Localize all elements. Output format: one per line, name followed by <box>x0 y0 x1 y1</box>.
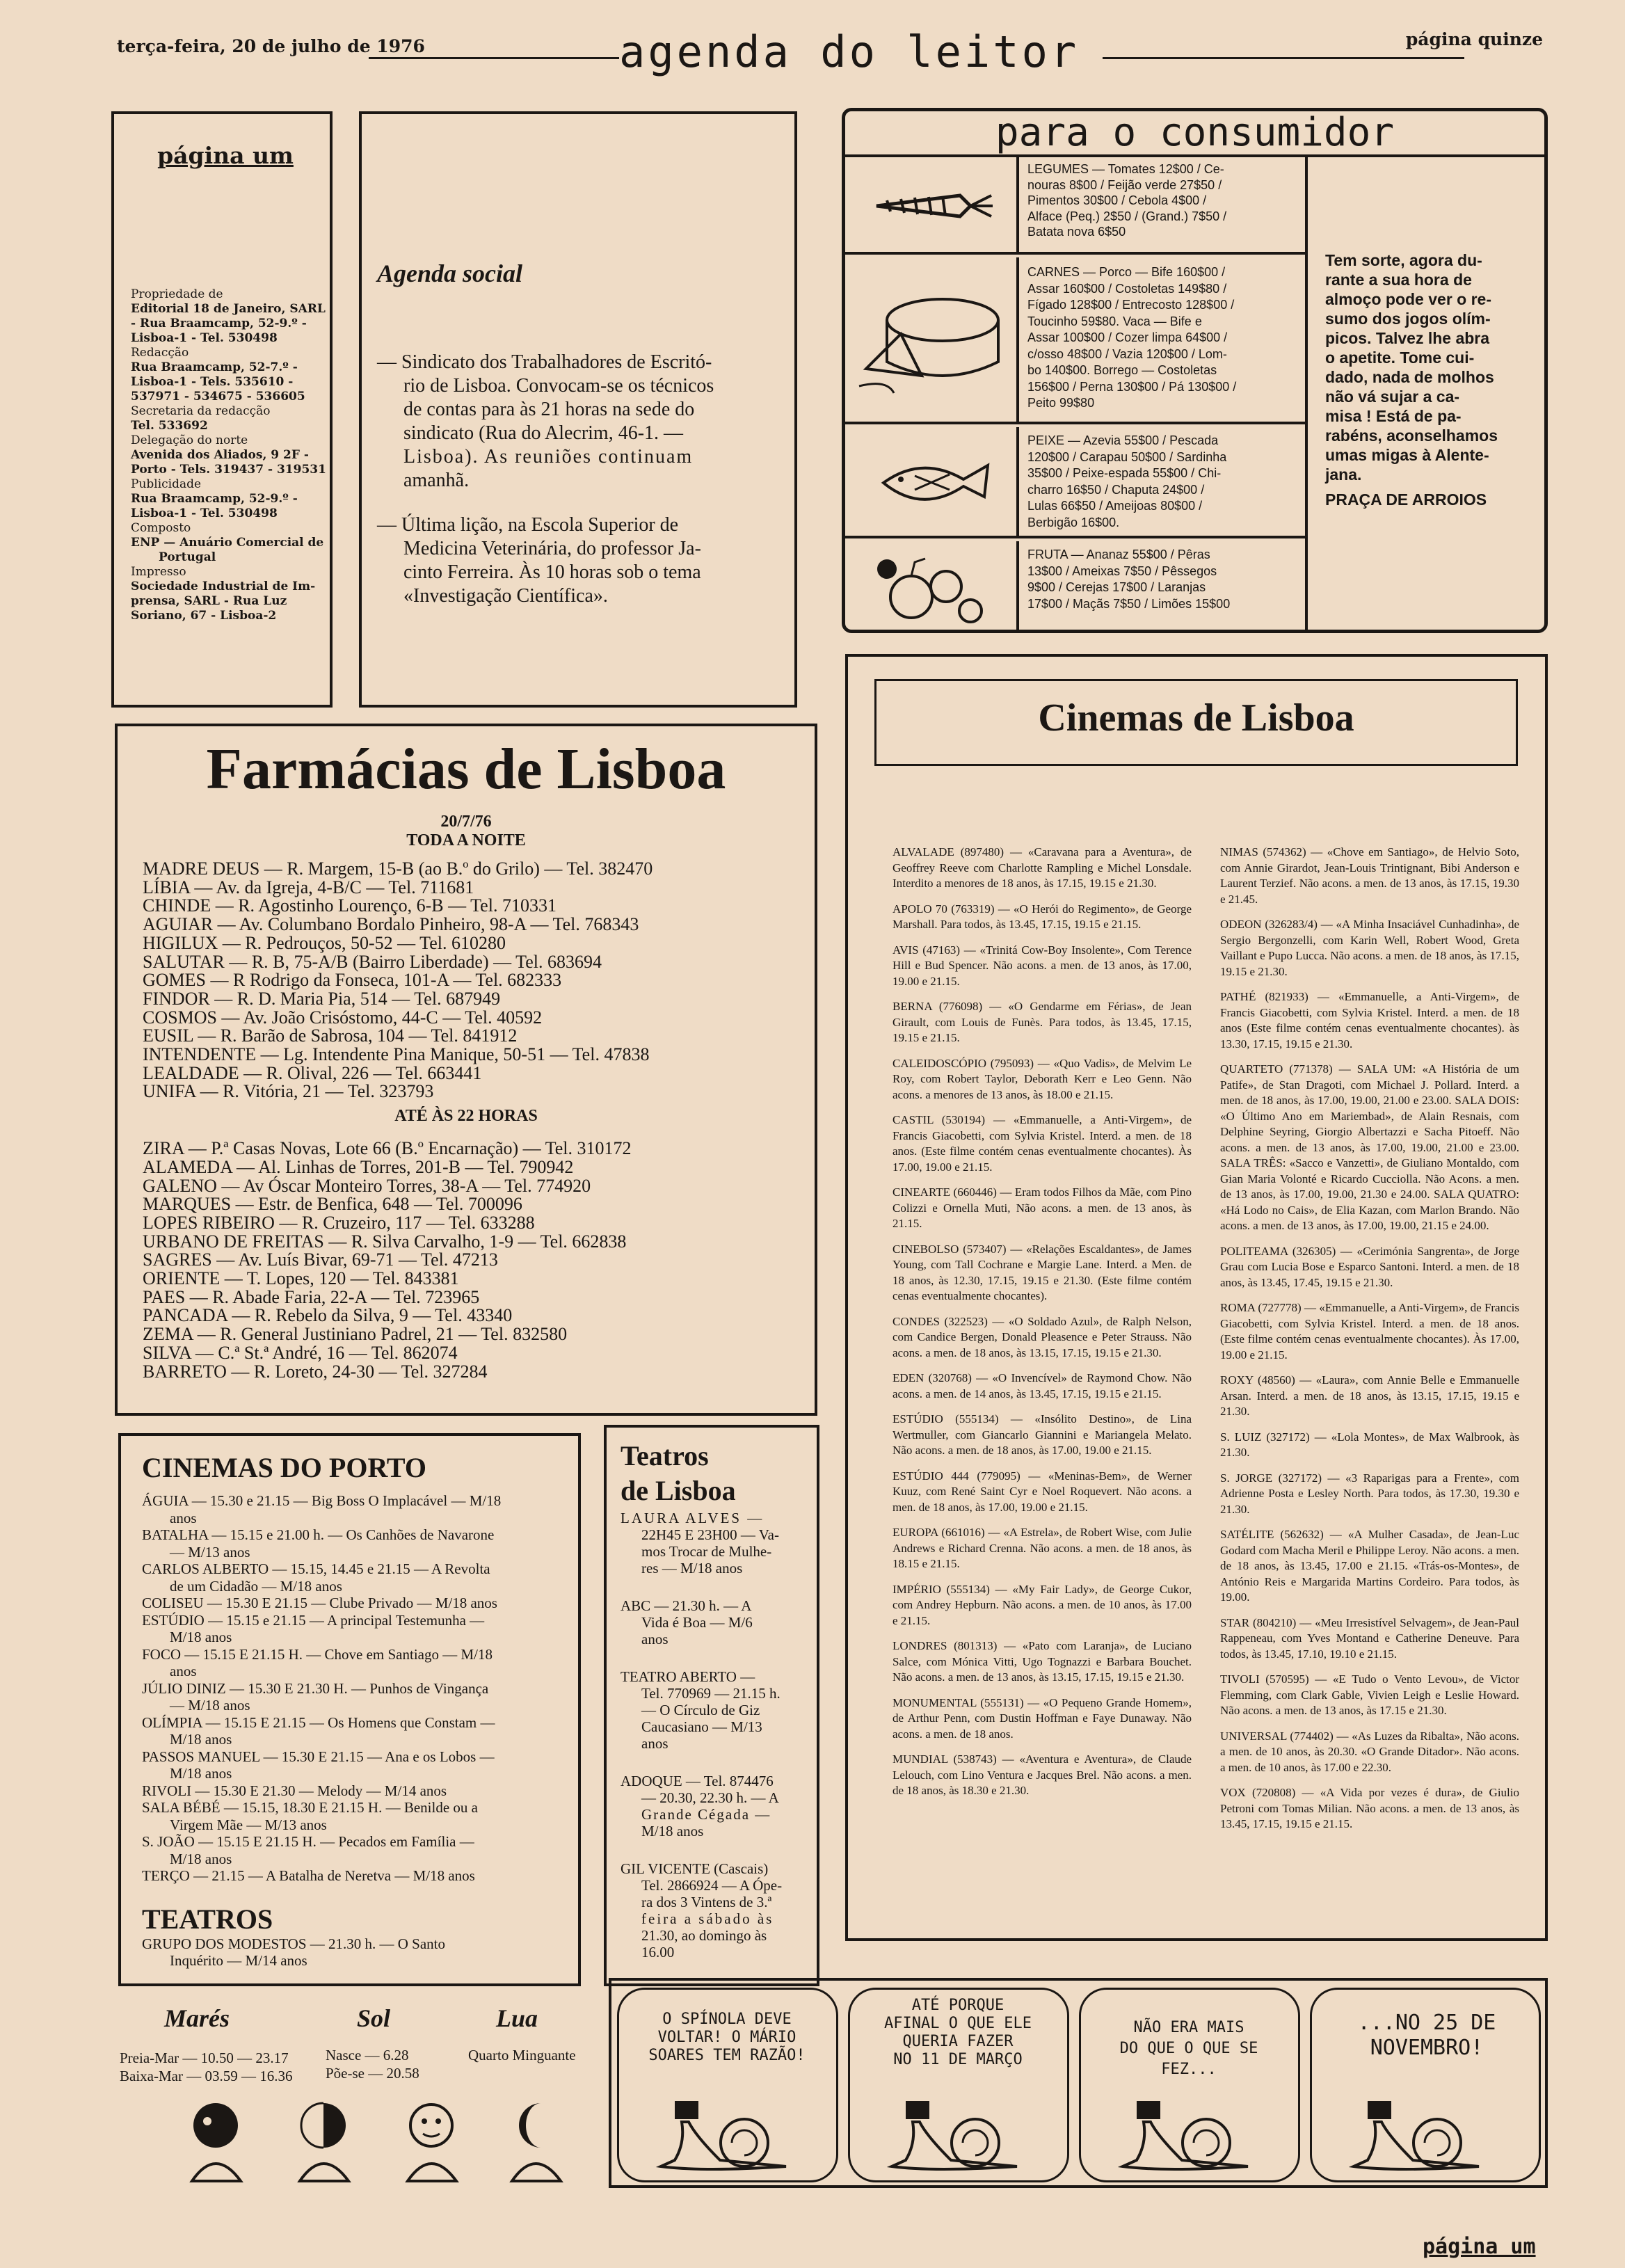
agenda-line: de contas para às 21 horas na sede do <box>403 399 695 420</box>
cinema-entry: ALVALADE (897480) — «Caravana para a Aventura», de Geoffrey Reeve com Charlotte Rampling e Michel Lonsdale. Interdito a menores de 18 anos, às 17.15, 19.15 e 21.30. <box>892 845 1192 890</box>
price-line: 156$00 / Perna 130$00 / Pá 130$00 / <box>1027 379 1237 394</box>
ad-line: o apetite. Tome cui- <box>1325 349 1475 367</box>
ad-line: sumo dos jogos olím- <box>1325 310 1491 328</box>
cinema-entry: CINEARTE (660446) — Eram todos Filhos da Mãe, com Pino Colizzi e Ornella Muti, Não acons. a men. de 13 anos, às 21.15. <box>892 1185 1192 1230</box>
masthead-title: página um <box>157 142 294 169</box>
cheese-icon <box>845 257 1019 424</box>
cinemas-porto-box <box>118 1433 581 1986</box>
cinema-entry: EUROPA (661016) — «A Estrela», de Robert Wise, com Julie Andrews e Richard Crenna. Não acons. a men. de 18 anos, às 18.15 e 21.15. <box>892 1526 1192 1570</box>
price-line: c/osso 48$00 / Vazia 120$00 / Lom- <box>1027 346 1227 361</box>
cinema-entry: MONUMENTAL (555131) — «O Pequeno Grande Homem», de Arthur Penn, com Dustin Hoffman e Faye Dunaway. Não acons. a men. de 18 anos. <box>892 1695 1192 1741</box>
porto-line: M/18 anos <box>170 1629 232 1645</box>
teatro-line: Tel. 2866924 — A Ópe- <box>641 1877 783 1894</box>
teatro-line: anos <box>641 1735 669 1752</box>
teatro-entry <box>621 1860 807 1960</box>
farmacia-entry: MARQUES — Estr. de Benfica, 648 — Tel. 700096 <box>143 1194 522 1215</box>
porto-line: — M/18 anos <box>170 1697 250 1714</box>
masthead-line: prensa, SARL - Rua Luz <box>131 594 287 608</box>
masthead-line: Secretaria da redacção <box>131 404 271 418</box>
speech-line: ATÉ PORQUE <box>911 1997 1004 2014</box>
price-line: Fígado 128$00 / Entrecosto 128$00 / <box>1027 298 1235 312</box>
cinema-entry: SATÉLITE (562632) — «A Mulher Casada», de Jean-Luc Godard com Macha Meril e Philippe Leroy. Não acons. a men. de 18 anos, às 13.45, 17.00 e 21.15. «Trás-os-Montes», de António Reis e Margarida Martins Cordeiro. Para todos, às 19.00. <box>1220 1528 1519 1604</box>
masthead-line: Soriano, 67 - Lisboa-2 <box>131 609 277 623</box>
moon-full-icon <box>402 2098 465 2187</box>
speech-line: NOVEMBRO! <box>1370 2036 1484 2060</box>
moon-half-icon <box>294 2098 357 2187</box>
porto-line: M/18 anos <box>170 1850 232 1867</box>
mares-baixa: Baixa-Mar — 03.59 — 16.36 <box>120 2068 293 2084</box>
farmacias-date: 20/7/76 <box>440 813 492 831</box>
price-line: 35$00 / Peixe-espada 55$00 / Chi- <box>1027 466 1222 480</box>
masthead-line: Sociedade Industrial de Im- <box>131 580 316 593</box>
cinema-entry: VOX (720808) — «A Vida por vezes é dura», de Giulio Petroni com Tomas Milian. Não acons. a men. de 13 anos, às 13.45, 17.15, 19.15 e 21.15. <box>1220 1786 1519 1830</box>
speech-line: NO 11 DE MARÇO <box>893 2051 1023 2068</box>
farmacia-entry: INTENDENTE — Lg. Intendente Pina Manique, 50-51 — Tel. 47838 <box>143 1044 650 1065</box>
cinema-entry: CALEIDOSCÓPIO (795093) — «Quo Vadis», de Melvim Le Roy, com Robert Taylor, Deborath Kerr e Leo Genn. Não acons. a menores de 13 anos, às 18.00 e 21.15. <box>892 1056 1192 1101</box>
farmacia-entry: GOMES — R Rodrigo da Fonseca, 101-A — Tel. 682333 <box>143 970 562 991</box>
ad-line: misa ! Está de pa- <box>1325 407 1462 425</box>
cinema-entry: IMPÉRIO (555134) — «My Fair Lady», de George Cukor, com Andrey Hepburn. Não acons. a men. de 10 anos, às 17.00 e 21.15. <box>892 1582 1192 1627</box>
farmacia-entry: FINDOR — R. D. Maria Pia, 514 — Tel. 687949 <box>143 988 501 1009</box>
farmacia-entry: PANCADA — R. Rebelo da Silva, 9 — Tel. 43340 <box>143 1305 513 1326</box>
masthead-line: Lisboa-1 - Tels. 535610 - <box>131 375 294 389</box>
page-title: agenda do leitor <box>619 26 1080 77</box>
farmacia-entry: GALENO — Av Óscar Monteiro Torres, 38-A — Tel. 774920 <box>143 1175 591 1196</box>
agenda-line: Lisboa). As reuniões continuam <box>403 446 694 468</box>
porto-line: de um Cidadão — M/18 anos <box>170 1577 342 1595</box>
price-line: LEGUMES — Tomates 12$00 / Ce- <box>1027 162 1224 176</box>
lua-phase: Quarto Minguante <box>468 2047 576 2063</box>
cartoon-panel-3 <box>1079 1988 1300 2182</box>
cinema-entry: ESTÚDIO (555134) — «Insólito Destino», de Lina Wertmuller, com Giancarlo Giannini e Mariangela Melato. Não acons. a men. de 18 anos, às 17.00, 19.00 e 21.15. <box>892 1412 1192 1457</box>
farmacia-entry: LOPES RIBEIRO — R. Cruzeiro, 117 — Tel. 633288 <box>143 1212 535 1233</box>
masthead-line: Publicidade <box>131 477 202 491</box>
agenda-social-title: Agenda social <box>377 259 523 287</box>
porto-line: Virgem Mãe — M/13 anos <box>170 1816 327 1833</box>
mares-preia: Preia-Mar — 10.50 — 23.17 <box>120 2050 289 2066</box>
porto-line: ESTÚDIO — 15.15 e 21.15 — A principal Testemunha — <box>142 1611 485 1629</box>
panel4-speech <box>1319 2011 1535 2061</box>
farmacia-entry: CHINDE — R. Agostinho Lourenço, 6-B — Tel. 710331 <box>143 895 557 916</box>
farmacia-entry: HIGILUX — R. Pedrouços, 50-52 — Tel. 610280 <box>143 932 506 953</box>
teatro-entry <box>621 1773 807 1839</box>
snail-figure-icon <box>1109 2094 1276 2178</box>
cinema-entry: STAR (804210) — «Meu Irresistível Selvagem», de Jean-Paul Rappeneau, com Yves Montand e Catherine Deneuve. Para todos, às 13.45, 17.10, 19.10 e 21.15. <box>1220 1615 1519 1661</box>
teatros-title-line1: Teatros <box>621 1440 709 1471</box>
ad-line: rabéns, aconselhamos <box>1325 426 1498 445</box>
price-line: 13$00 / Ameixas 7$50 / Pêssegos <box>1027 564 1217 578</box>
teatro-line: feira a sábado às <box>641 1910 774 1927</box>
porto-line: ÁGUIA — 15.30 e 21.15 — Big Boss O Implacável — M/18 <box>142 1492 502 1509</box>
ad-line: jana. <box>1325 465 1362 484</box>
farmacia-entry: BARRETO — R. Loreto, 24-30 — Tel. 327284 <box>143 1361 488 1382</box>
header-rule-left <box>369 57 619 59</box>
speech-line: QUERIA FAZER <box>902 2033 1014 2050</box>
panel3-speech <box>1088 2018 1290 2080</box>
porto-line: TERÇO — 21.15 — A Batalha de Neretva — M/18 anos <box>142 1867 475 1884</box>
teatro-entry <box>621 1597 807 1647</box>
price-line: nouras 8$00 / Feijão verde 27$50 / <box>1027 177 1222 192</box>
porto-line: FOCO — 15.15 E 21.15 H. — Chove em Santiago — M/18 <box>142 1645 493 1663</box>
ad-line: Tem sorte, agora du- <box>1325 251 1482 269</box>
masthead-line: Redacção <box>131 346 189 360</box>
price-line: Alface (Peq.) 2$50 / (Grand.) 7$50 / <box>1027 209 1227 223</box>
price-line: Assar 160$00 / Costoletas 149$80 / <box>1027 281 1227 296</box>
teatro-line: res — M/18 anos <box>641 1560 743 1576</box>
farmacia-entry: URBANO DE FREITAS — R. Silva Carvalho, 1-9 — Tel. 662838 <box>143 1231 627 1252</box>
farmacia-entry: COSMOS — Av. João Crisóstomo, 44-C — Tel. 40592 <box>143 1007 543 1028</box>
cinema-entry: AVIS (47163) — «Trinitá Cow-Boy Insolente», Com Terence Hill e Bud Spencer. Não acons. a men. de 13 anos, às 17.00, 19.00 e 21.15. <box>892 943 1192 988</box>
ad-line: picos. Talvez lhe abra <box>1325 329 1490 347</box>
porto-line: CARLOS ALBERTO — 15.15, 14.45 e 21.15 — A Revolta <box>142 1560 490 1577</box>
cinema-entry: EDEN (320768) — «O Invencível» de Raymond Chow. Não acons. a men. de 14 anos, às 13.45, 17.15, 19.15 e 21.15. <box>892 1371 1192 1400</box>
cinema-entry: NIMAS (574362) — «Chove em Santiago», de Helvio Soto, com Annie Girardot, Jean-Louis Trintignant, Bibi Anderson e Laurent Terzief. Não acons. a men. de 13 anos, às 17.15, 19.30 e 21.45. <box>1220 845 1519 906</box>
farmacia-entry: SILVA — C.ª St.ª André, 16 — Tel. 862074 <box>143 1342 458 1363</box>
teatro-entry <box>621 1668 807 1752</box>
porto-line: COLISEU — 15.30 E 21.15 — Clube Privado — M/18 anos <box>142 1595 497 1611</box>
price-line: 120$00 / Carapau 50$00 / Sardinha <box>1027 449 1227 464</box>
speech-line: AFINAL O QUE ELE <box>884 2015 1032 2032</box>
cinema-entry: TIVOLI (570595) — «E Tudo o Vento Levou», de Victor Flemming, com Clark Gable, Vivien Leigh e Leslie Howard. Não acons. a men. de 13 anos, às 17.15 e 21.30. <box>1220 1672 1519 1717</box>
price-line: 17$00 / Maçãs 7$50 / Limões 15$00 <box>1027 596 1231 611</box>
porto-line: anos <box>170 1663 197 1679</box>
price-line: FRUTA — Ananaz 55$00 / Pêras <box>1027 548 1210 561</box>
fish-icon <box>845 427 1019 538</box>
sol-nasce: Nasce — 6.28 <box>326 2047 409 2063</box>
fruit-icon <box>845 541 1019 630</box>
porto-line: anos <box>170 1509 197 1526</box>
ad-line: rante a sua hora de <box>1325 271 1472 289</box>
farmacia-entry: ORIENTE — T. Lopes, 120 — Tel. 843381 <box>143 1268 459 1289</box>
masthead-line: ENP — Anuário Comercial de <box>131 536 324 550</box>
teatro-line: Tel. 770969 — 21.15 h. <box>641 1685 781 1702</box>
farmacias-sub-toda-noite: TODA A NOITE <box>406 831 526 849</box>
price-line: CARNES — Porco — Bife 160$00 / <box>1027 265 1226 279</box>
teatro-line: LAURA ALVES — <box>621 1510 765 1526</box>
agenda-social-box <box>359 111 797 708</box>
agenda-line: cinto Ferreira. Às 10 horas sob o tema <box>403 561 701 583</box>
farmacia-entry: SAGRES — Av. Luís Bivar, 69-71 — Tel. 47213 <box>143 1249 498 1270</box>
agenda-line: rio de Lisboa. Convocam-se os técnicos <box>403 375 714 397</box>
consumidor-title: para o consumidor <box>845 111 1544 157</box>
cinema-entry: UNIVERSAL (774402) — «As Luzes da Ribalta», Não acons. a men. de 10 anos, às 20.30. «O Grande Ditador». Não acons. a men. de 10 anos, às 17.00 e 22.30. <box>1220 1729 1519 1774</box>
farmacia-entry: LEALDADE — R. Olival, 226 — Tel. 663441 <box>143 1062 482 1083</box>
masthead-line: Rua Braamcamp, 52-7.º - <box>131 360 298 374</box>
teatro-line: GIL VICENTE (Cascais) <box>621 1860 769 1877</box>
agenda-line: Medicina Veterinária, do professor Ja- <box>403 538 701 559</box>
speech-line: DO QUE O QUE SE FEZ... <box>1119 2040 1258 2078</box>
farmacia-entry: AGUIAR — Av. Columbano Bordalo Pinheiro, 98-A — Tel. 768343 <box>143 914 639 935</box>
farmacia-entry: EUSIL — R. Barão de Sabrosa, 104 — Tel. 841912 <box>143 1025 518 1046</box>
cinema-entry: QUARTETO (771378) — SALA UM: «A História de um Patife», de Stan Dragoti, com Michael J. Pollard. Interd. a men. de 18 anos, às 17.00, 19.00, 21.00 e 23.00. SALA DOIS: «O Último Ano em Mariembad», de Alain Resnais, com Delphine Seyring, Giorgio Albertazzi e Sacha Pitoeff. Não acons. a men. de 13 anos, às 17.00, 19.00, 21.00 e 23.00. SALA TRÊS: «Sacco e Vanzetti», de Giuliano Montaldo, com Gian Maria Volonté e Ricardo Cucciolla. Não Acons. a men. de 13 anos, às 17.00, 19.00, 21.30 e 24.00. SALA QUATRO: «Há Lodo no Cais», de Elia Kazan, com Marlon Brando. Não acons. a men. de 13 anos, às 17.00, 19.00, 21.15 e 24.00. <box>1220 1062 1519 1232</box>
snail-figure-icon <box>1340 2094 1507 2178</box>
cinema-entry: CINEBOLSO (573407) — «Relações Escaldantes», de James Young, com Tall Cochrane e Margie Lane. Interd. a Men. de 18 anos, às 12.30, 17.15, 19.15 e 21.30. (Este filme contém cenas eventualmente chocantes). <box>892 1242 1192 1302</box>
farmacia-entry: SALUTAR — R. B, 75-A/B (Bairro Liberdade) — Tel. 683694 <box>143 951 602 972</box>
cinema-entry: MUNDIAL (538743) — «Aventura e Aventura», de Claude Lelouch, com Lino Ventura e Jacques Brel. Não acons. a men. de 18 anos, às 18.30 e 21.30. <box>892 1752 1192 1797</box>
masthead-text <box>131 287 326 623</box>
porto-line: OLÍMPIA — 15.15 E 21.15 — Os Homens que Constam — <box>142 1714 495 1731</box>
cinemas-lisboa-col2 <box>1220 845 1519 1842</box>
porto-teatro-line: GRUPO DOS MODESTOS — 21.30 h. — O Santo <box>142 1935 445 1952</box>
panel1-speech <box>633 2011 821 2065</box>
legumes-text <box>1027 161 1304 240</box>
price-grid <box>845 157 1308 630</box>
teatro-line: TEATRO ABERTO — <box>621 1668 755 1685</box>
teatro-line: 16.00 <box>641 1944 675 1960</box>
masthead-line: Porto - Tels. 319437 - 319531 <box>131 463 326 477</box>
porto-line: PASSOS MANUEL — 15.30 E 21.15 — Ana e os Lobos — <box>142 1748 495 1765</box>
masthead-line: Avenida dos Aliados, 9 2F - <box>131 448 309 462</box>
teatro-line: Grande Cégada — <box>641 1806 771 1823</box>
teatro-entry <box>621 1510 807 1576</box>
cinema-entry: ROXY (48560) — «Laura», com Annie Belle e Emmanuelle Arsan. Interd. a men. de 18 anos, às 13.15, 17.15, 19.15 e 21.30. <box>1220 1373 1519 1418</box>
ad-line: umas migas à Alente- <box>1325 446 1489 464</box>
farmacias-title: Farmácias de Lisboa <box>206 737 726 801</box>
sol-title: Sol <box>357 2004 391 2032</box>
farmacias-sub-22h: ATÉ ÀS 22 HORAS <box>394 1107 538 1126</box>
cinemas-porto-title: CINEMAS DO PORTO <box>142 1452 427 1483</box>
farmacias-box <box>115 724 817 1416</box>
porto-line: BATALHA — 15.15 e 21.00 h. — Os Canhões de Navarone <box>142 1526 495 1543</box>
price-line: Pimentos 30$00 / Cebola 4$00 / <box>1027 193 1207 207</box>
cinema-entry: CONDES (322523) — «O Soldado Azul», de Ralph Nelson, com Candice Bergen, Donald Pleasence e Peter Strauss. Não acons. a men. de 18 anos, às 13.15, 17.15, 19.15 e 21.30. <box>892 1314 1192 1359</box>
cinema-entry: S. JORGE (327172) — «3 Raparigas para a Frente», com Adrienne Posta e Lesley North. Para todos, às 17.30, 19.30 e 21.30. <box>1220 1471 1519 1516</box>
lua-title: Lua <box>496 2004 538 2032</box>
cinemas-lisboa-title: Cinemas de Lisboa <box>1038 696 1354 740</box>
masthead-line: Rua Braamcamp, 52-9.º - <box>131 492 298 506</box>
cinema-entry: S. LUIZ (327172) — «Lola Montes», de Max Walbrook, às 21.30. <box>1220 1430 1519 1459</box>
teatro-line: Vida é Boa — M/6 <box>641 1614 753 1631</box>
cinemas-porto-list <box>142 1492 566 1885</box>
teatro-line: anos <box>641 1631 669 1647</box>
farmacia-entry: ALAMEDA — Al. Linhas de Torres, 201-B — Tel. 790942 <box>143 1156 574 1177</box>
price-line: charro 16$50 / Chaputa 24$00 / <box>1027 482 1205 497</box>
farmacia-entry: ZEMA — R. General Justiniano Padrel, 21 — Tel. 832580 <box>143 1324 568 1345</box>
teatro-line: ABC — 21.30 h. — A <box>621 1597 752 1614</box>
masthead-line: Propriedade de <box>131 287 223 301</box>
cinema-entry: BERNA (776098) — «O Gendarme em Férias», de Jean Girault, com Louis de Funès. Para todos, às 13.45, 17.15, 19.15 e 21.15. <box>892 1000 1192 1044</box>
ad-line: almoço pode ver o re- <box>1325 290 1492 308</box>
cinema-entry: ODEON (326283/4) — «A Minha Insaciável Cunhadinha», de Sergio Bergonzelli, com Karin Well, Robert Wood, Greta Vaillant e Pupo Lucca. Não acons. a men. de 18 anos, às 17.15, 19.15 e 21.30. <box>1220 918 1519 978</box>
masthead-line: Composto <box>131 521 191 535</box>
cinema-entry: PATHÉ (821933) — «Emmanuelle, a Anti-Virgem», de Francis Giacobetti, com Sylvia Kristel. Interd. a men. de 18 anos (Este filme contém cenas eventualmente chocantes). às 13.30, 17.15, 19.15 e 21.30. <box>1220 990 1519 1051</box>
porto-line: SALA BÉBÉ — 15.15, 18.30 E 21.15 H. — Benilde ou a <box>142 1799 478 1816</box>
footer-page-label: página um <box>1423 2235 1536 2259</box>
cinemas-lisboa-box <box>845 654 1548 1941</box>
teatro-line: 22H45 E 23H00 — Va- <box>641 1526 779 1543</box>
teatros-lisboa-title <box>621 1439 807 1508</box>
mares-title: Marés <box>164 2004 230 2032</box>
carnes-text <box>1027 264 1304 412</box>
porto-line: M/18 anos <box>170 1731 232 1748</box>
teatro-line: M/18 anos <box>641 1823 704 1839</box>
agenda-social-item <box>377 351 781 493</box>
cinemas-lisboa-title-frame <box>874 679 1518 766</box>
header-rule-right <box>1103 57 1464 59</box>
carnes-row <box>845 257 1308 424</box>
porto-line: RIVOLI — 15.30 E 21.30 — Melody — M/14 anos <box>142 1782 447 1799</box>
porto-line: — M/13 anos <box>170 1543 250 1560</box>
masthead-line: 537971 - 534675 - 536605 <box>131 390 305 404</box>
porto-line: S. JOÃO — 15.15 E 21.15 H. — Pecados em Família — <box>142 1833 474 1850</box>
price-line: Assar 100$00 / Cozer limpa 64$00 / <box>1027 330 1228 344</box>
teatro-line: ADOQUE — Tel. 874476 <box>621 1773 774 1789</box>
porto-line: JÚLIO DINIZ — 15.30 E 21.30 H. — Punhos de Vingança <box>142 1679 489 1697</box>
agenda-line: sindicato (Rua do Alecrim, 46-1. — <box>403 422 684 444</box>
sol-poe: Põe-se — 20.58 <box>326 2065 419 2082</box>
ad-line: dado, nada de molhos <box>1325 368 1494 386</box>
cinema-entry: LONDRES (801313) — «Pato com Laranja», de Luciano Salce, com Mónica Vitti, Ugo Tognazzi e Barbara Bouchet. Não acons. a men. de 13 anos, às 13.15, 17.15, 19.15 e 21.30. <box>892 1639 1192 1684</box>
cinema-entry: APOLO 70 (763319) — «O Herói do Regimento», de George Marshall. Para todos, às 13.45, 17.15, 19.15 e 21.15. <box>892 902 1192 931</box>
farmacia-entry: UNIFA — R. Vitória, 21 — Tel. 323793 <box>143 1081 434 1102</box>
price-line: Batata nova 6$50 <box>1027 225 1126 239</box>
cartoon-panel-4 <box>1310 1988 1541 2182</box>
masthead-line: - Rua Braamcamp, 52-9.º - <box>131 317 307 330</box>
teatros-porto-list <box>142 1935 566 1970</box>
panel2-speech <box>857 1997 1059 2069</box>
almanac <box>117 2004 590 2191</box>
masthead-line: Delegação do norte <box>131 433 248 447</box>
porto-line: M/18 anos <box>170 1765 232 1782</box>
cinema-entry: POLITEAMA (326305) — «Cerimónia Sangrenta», de Jorge Grau com Lucia Bose e Esparco Santoni. Interd. a men. de 18 anos, às 13.45, 17.45, 19.15 e 21.30. <box>1220 1244 1519 1289</box>
masthead-box <box>111 111 333 708</box>
cartoon-strip <box>609 1978 1548 2188</box>
masthead-line: Lisboa-1 - Tel. 530498 <box>131 506 278 520</box>
teatro-line: mos Trocar de Mulhe- <box>641 1543 772 1560</box>
price-line: 9$00 / Cerejas 17$00 / Laranjas <box>1027 580 1206 594</box>
peixe-text <box>1027 433 1304 531</box>
ad-signature: PRAÇA DE ARROIOS <box>1325 490 1487 509</box>
teatro-line: ra dos 3 Vintens de 3.ª <box>641 1894 772 1910</box>
legumes-row <box>845 157 1308 255</box>
cinemas-lisboa-col1 <box>892 845 1192 1809</box>
moon-new-icon <box>186 2098 249 2187</box>
speech-line: NÃO ERA MAIS <box>1133 2019 1244 2036</box>
masthead-line: Tel. 533692 <box>131 419 208 433</box>
agenda-line: — Última lição, na Escola Superior de <box>377 514 679 536</box>
price-line: PEIXE — Azevia 55$00 / Pescada <box>1027 433 1219 447</box>
price-line: Berbigão 16$00. <box>1027 515 1120 529</box>
cinema-entry: ROMA (727778) — «Emmanuelle, a Anti-Virgem», de Francis Giacobetti, com Sylvia Kristel. Interd. a men. de 18 anos. (Este filme contém cenas eventualmente chocantes). Às 17.00, 19.00 e 21.15. <box>1220 1301 1519 1361</box>
agenda-social-item <box>377 513 781 608</box>
speech-line: ...NO 25 DE <box>1357 2011 1496 2035</box>
price-line: Lulas 66$50 / Ameijoas 80$00 / <box>1027 499 1203 513</box>
ad-line: não vá sujar a ca- <box>1325 388 1460 406</box>
price-line: Peito 99$80 <box>1027 396 1095 410</box>
cinema-entry: CASTIL (530194) — «Emmanuelle, a Anti-Virgem», de Francis Giacobetti, com Sylvia Kristel. Interd. a men. de 18 anos. (Este filme contém cenas eventualmente chocantes). Às 17.00, 19.00 e 21.15. <box>892 1113 1192 1174</box>
price-line: Toucinho 59$80. Vaca — Bife e <box>1027 314 1202 328</box>
farmacia-entry: MADRE DEUS — R. Margem, 15-B (ao B.º do Grilo) — Tel. 382470 <box>143 859 653 879</box>
cinema-entry: ESTÚDIO 444 (779095) — «Meninas-Bem», de Werner Kuuz, com René Saint Cyr e Noel Roquevert. Não acons. a men. de 18 anos, às 17.00, 19.00 e 21.15. <box>892 1469 1192 1514</box>
farmacias-list-noite <box>143 860 815 1101</box>
teatro-line: Caucasiano — M/13 <box>641 1718 762 1735</box>
arroios-ad <box>1325 250 1541 509</box>
agenda-line: «Investigação Científica». <box>403 585 608 607</box>
cartoon-panel-1 <box>617 1988 838 2182</box>
farmacias-list-22h <box>143 1140 815 1381</box>
cartoon-panel-2 <box>848 1988 1069 2182</box>
speech-line: VOLTAR! O MÁRIO <box>657 2029 797 2046</box>
teatros-title-line2: de Lisboa <box>621 1475 736 1506</box>
teatros-lisboa-box <box>604 1425 819 1986</box>
fruta-row <box>845 541 1308 630</box>
masthead-line: Impresso <box>131 565 186 579</box>
teatros-porto-title: TEATROS <box>142 1903 273 1935</box>
teatro-line: — O Círculo de Giz <box>641 1702 760 1718</box>
teatro-line: — 20.30, 22.30 h. — A <box>641 1789 779 1806</box>
carrot-icon <box>845 157 1019 255</box>
peixe-row <box>845 427 1308 538</box>
masthead-line: Portugal <box>159 550 216 564</box>
consumidor-box <box>842 108 1548 633</box>
farmacia-entry: ZIRA — P.ª Casas Novas, Lote 66 (B.º Encarnação) — Tel. 310172 <box>143 1138 632 1159</box>
teatro-line: 21.30, ao domingo às <box>641 1927 767 1944</box>
fruta-text <box>1027 547 1304 612</box>
snail-figure-icon <box>647 2094 814 2178</box>
moon-crescent-icon <box>506 2098 569 2187</box>
header-page-number: página quinze <box>1405 29 1543 49</box>
agenda-line: amanhã. <box>403 470 470 491</box>
speech-line: O SPÍNOLA DEVE <box>662 2011 792 2028</box>
header-date: terça-feira, 20 de julho de 1976 <box>117 36 425 56</box>
porto-teatro-line: Inquérito — M/14 anos <box>170 1952 307 1969</box>
farmacia-entry: LÍBIA — Av. da Igreja, 4-B/C — Tel. 711681 <box>143 877 474 897</box>
speech-line: SOARES TEM RAZÃO! <box>648 2047 806 2064</box>
masthead-line: Lisboa-1 - Tel. 530498 <box>131 331 278 345</box>
snail-figure-icon <box>878 2094 1045 2178</box>
agenda-line: — Sindicato dos Trabalhadores de Escritó- <box>377 351 712 373</box>
masthead-line: Editorial 18 de Janeiro, SARL <box>131 302 326 316</box>
farmacia-entry: PAES — R. Abade Faria, 22-A — Tel. 723965 <box>143 1286 480 1307</box>
price-line: bo 140$00. Borrego — Costoletas <box>1027 363 1217 377</box>
